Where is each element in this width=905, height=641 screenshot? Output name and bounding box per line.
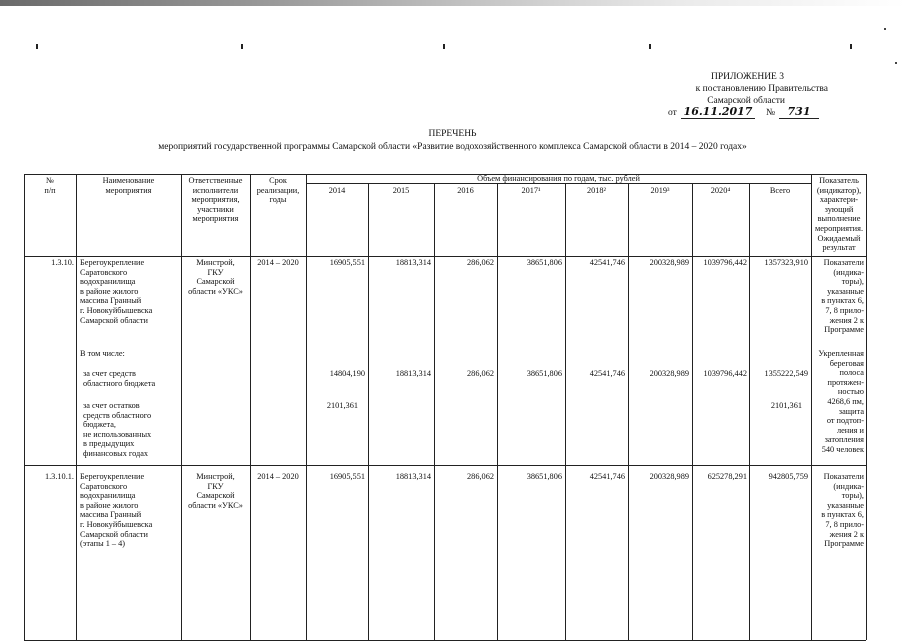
appendix-from: от <box>668 108 677 118</box>
punch-mark <box>443 44 445 49</box>
row-total: 1357323,910 <box>764 258 808 267</box>
header-no: № п/п <box>44 176 56 195</box>
header-indicator: Показатель (индикатор), характери- зующий выполнение мероприятия. Ожидаемый результат <box>814 176 864 253</box>
row-value: 200328,989 <box>649 369 689 378</box>
row-value: 2101,361 <box>326 401 358 410</box>
punch-mark <box>241 44 243 49</box>
header-term: Срок реализации, годы <box>256 176 300 205</box>
row-value: 1039796,442 <box>703 369 747 378</box>
row-value: 18813,314 <box>395 369 431 378</box>
row-value: 18813,314 <box>395 258 431 267</box>
row-name: Берегоукрепление Саратовского водохранилища в районе жилого массива Гранный г. Новокуйбышевска Самарской области <box>80 258 153 325</box>
row-value: 14804,190 <box>329 369 365 378</box>
row-total: 942805,759 <box>768 472 808 481</box>
header-year: 2019³ <box>650 186 670 195</box>
row-value: 38651,806 <box>526 258 562 267</box>
appendix-title: ПРИЛОЖЕНИЕ 3 <box>710 72 784 82</box>
row-name: за счет средств областного бюджета <box>83 369 156 388</box>
scan-speck <box>884 28 886 30</box>
row-no: 1.3.10.1. <box>44 472 74 481</box>
row-value: 286,062 <box>467 472 494 481</box>
row-value: 286,062 <box>467 369 494 378</box>
row-value: 38651,806 <box>526 369 562 378</box>
header-responsible: Ответственные исполнители мероприятия, участники мероприятия <box>188 176 243 224</box>
row-name: В том числе: <box>80 349 125 358</box>
header-year: 2017¹ <box>521 186 541 195</box>
document-title: ПЕРЕЧЕНЬ <box>428 129 477 139</box>
row-value: 16905,551 <box>329 472 365 481</box>
row-responsible: Минстрой, ГКУ Самарской области «УКС» <box>188 472 243 510</box>
header-year: 2018² <box>586 186 607 195</box>
row-value: 16905,551 <box>329 258 365 267</box>
row-value: 1039796,442 <box>703 258 747 267</box>
row-total: 2101,361 <box>770 401 802 410</box>
row-value: 42541,746 <box>589 472 625 481</box>
row-total: 1355222,549 <box>764 369 808 378</box>
header-total: Всего <box>769 186 791 195</box>
row-indicator: Показатели (индика- торы), указанные в пунктах 6, 7, 8 прило- жения 2 к Программе <box>821 258 864 335</box>
row-value: 625278,291 <box>707 472 747 481</box>
row-value: 42541,746 <box>589 369 625 378</box>
scan-speck <box>895 62 897 64</box>
appendix-line2: Самарской области <box>707 96 785 106</box>
appendix-no-sign: № <box>766 108 776 118</box>
scan-edge <box>0 0 905 6</box>
row-indicator: Укрепленная береговая полоса протяжен- ностью 4268,6 пм, защита от подтоп- ления и затопления 540 человек <box>818 349 864 454</box>
row-value: 42541,746 <box>589 258 625 267</box>
punch-mark <box>649 44 651 49</box>
header-year: 2015 <box>392 186 410 195</box>
document-subtitle: мероприятий государственной программы Самарской области «Развитие водохозяйственного комплекса Самарской области в 2014 – 2020 годах» <box>158 142 747 152</box>
header-year: 2016 <box>457 186 474 195</box>
row-responsible: Минстрой, ГКУ Самарской области «УКС» <box>188 258 243 296</box>
row-term: 2014 – 2020 <box>257 472 299 481</box>
header-name: Наименование мероприятия <box>102 176 155 195</box>
row-indicator: Показатели (индика- торы), указанные в пунктах 6, 7, 8 прило- жения 2 к Программе <box>821 472 864 549</box>
punch-mark <box>36 44 38 49</box>
punch-mark <box>850 44 852 49</box>
row-term: 2014 – 2020 <box>257 258 299 267</box>
appendix-date: 16.11.2017 <box>681 105 755 119</box>
row-name: за счет остатков средств областного бюджета, не использованных в предыдущих финансовых годах <box>83 401 152 458</box>
row-value: 18813,314 <box>395 472 431 481</box>
row-value: 200328,989 <box>649 472 689 481</box>
row-name: Берегоукрепление Саратовского водохранилища в районе жилого массива Гранный г. Новокуйбышевска Самарской области (этапы 1 – 4) <box>80 472 153 549</box>
header-year: 2020⁴ <box>710 186 731 195</box>
appendix-line1: к постановлению Правительства <box>695 84 828 94</box>
row-value: 38651,806 <box>526 472 562 481</box>
row-no: 1.3.10. <box>51 258 74 267</box>
row-value: 200328,989 <box>649 258 689 267</box>
appendix-number: 731 <box>779 105 819 119</box>
header-year: 2014 <box>328 186 346 195</box>
row-value: 286,062 <box>467 258 494 267</box>
header-funding: Объем финансирования по годам, тыс. рублей <box>477 174 640 183</box>
